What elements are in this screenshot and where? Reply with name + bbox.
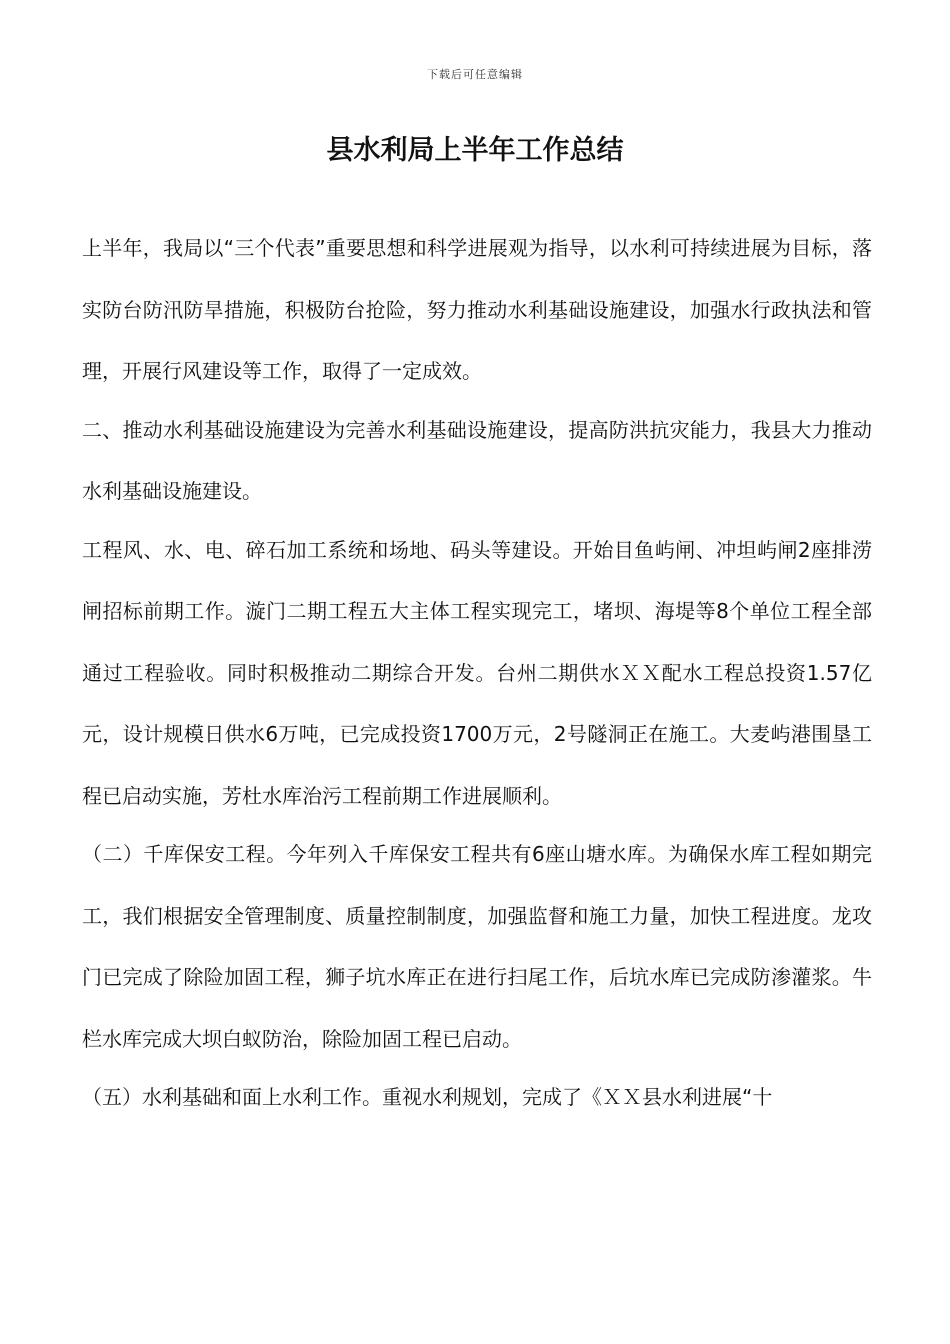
document-body (82, 218, 872, 1129)
paragraph-reservoir-safety: （二）千库保安工程。今年列入千库保安工程共有6座山塘水库。为确保水库工程如期完工，我们根据安全管理制度、质量控制制度，加强监督和施工力量，加快工程进度。龙攻门已完成了除险加固工程，狮子坑水库正在进行扫尾工作，后坑水库已完成防渗灌浆。牛栏水库完成大坝白蚁防治，除险加固工程已启动。 (82, 842, 872, 1051)
header-note: 下载后可任意编辑 (427, 68, 523, 81)
paragraph-water-basics: （五）水利基础和面上水利工作。重视水利规划，完成了《ＸＸ县水利进展“十 (82, 1085, 773, 1109)
paragraph-intro: 上半年，我局以“三个代表”重要思想和科学进展观为指导，以水利可持续进展为目标，落实防台防汛防旱措施，积极防台抢险，努力推动水利基础设施建设，加强水行政执法和管理，开展行风建设等工作，取得了一定成效。 (82, 236, 872, 383)
paragraph-engineering: 工程风、水、电、碎石加工系统和场地、码头等建设。开始目鱼屿闸、冲坦屿闸2座排涝闸招标前期工作。漩门二期工程五大主体工程实现完工，堵坝、海堤等8个单位工程全部通过工程验收。同时积极推动二期综合开发。台州二期供水ＸＸ配水工程总投资1.57亿元，设计规模日供水6万吨，已完成投资1700万元，2号隧洞正在施工。大麦屿港围垦工程已启动实施，芳杜水库治污工程前期工作进展顺利。 (82, 537, 872, 808)
document-title: 县水利局上半年工作总结 (326, 135, 624, 166)
paragraph-section-two: 二、推动水利基础设施建设为完善水利基础设施建设，提高防洪抗灾能力，我县大力推动水利基础设施建设。 (82, 417, 872, 503)
